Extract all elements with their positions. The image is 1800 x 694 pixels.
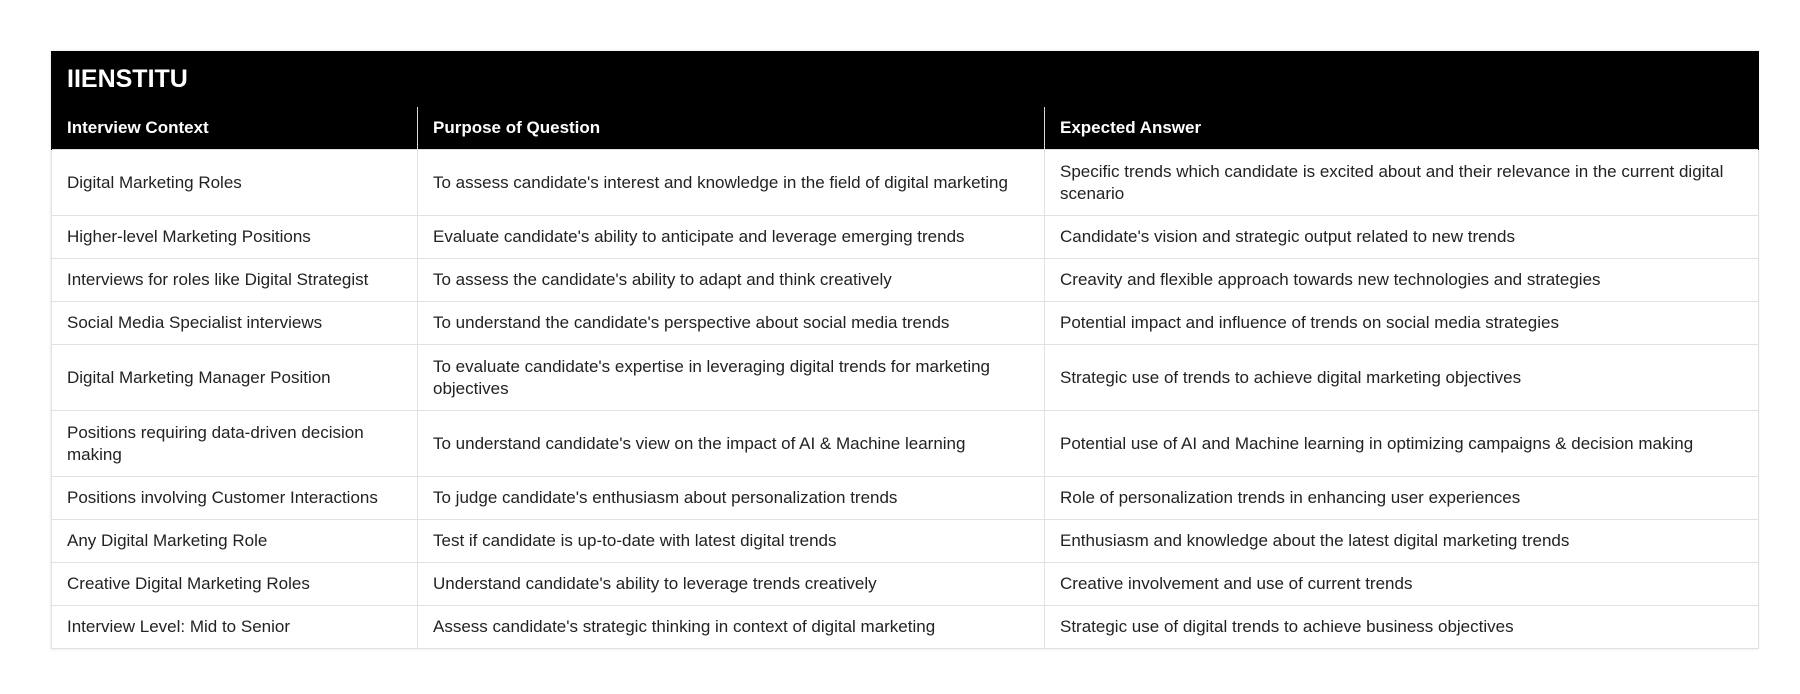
cell-expected-answer: Strategic use of trends to achieve digital marketing objectives <box>1045 345 1759 411</box>
column-header-interview-context: Interview Context <box>52 107 418 150</box>
cell-interview-context: Creative Digital Marketing Roles <box>52 563 418 606</box>
table-row <box>52 477 1759 520</box>
table-row <box>52 520 1759 563</box>
table-row <box>52 606 1759 649</box>
table-row <box>52 345 1759 411</box>
cell-purpose-of-question: To understand candidate's view on the impact of AI & Machine learning <box>418 411 1045 477</box>
cell-expected-answer: Enthusiasm and knowledge about the latest digital marketing trends <box>1045 520 1759 563</box>
cell-expected-answer: Strategic use of digital trends to achieve business objectives <box>1045 606 1759 649</box>
cell-expected-answer: Creavity and flexible approach towards new technologies and strategies <box>1045 259 1759 302</box>
table-row <box>52 216 1759 259</box>
cell-expected-answer: Specific trends which candidate is excited about and their relevance in the current digital scenario <box>1045 150 1759 216</box>
table-title-row <box>52 52 1759 107</box>
table-header-row <box>52 107 1759 150</box>
cell-expected-answer: Potential use of AI and Machine learning in optimizing campaigns & decision making <box>1045 411 1759 477</box>
cell-purpose-of-question: To evaluate candidate's expertise in leveraging digital trends for marketing objectives <box>418 345 1045 411</box>
cell-purpose-of-question: Assess candidate's strategic thinking in context of digital marketing <box>418 606 1045 649</box>
cell-interview-context: Digital Marketing Roles <box>52 150 418 216</box>
cell-expected-answer: Candidate's vision and strategic output related to new trends <box>1045 216 1759 259</box>
cell-expected-answer: Creative involvement and use of current trends <box>1045 563 1759 606</box>
cell-interview-context: Positions involving Customer Interactions <box>52 477 418 520</box>
table-title: IIENSTITU <box>52 52 1759 107</box>
cell-interview-context: Higher-level Marketing Positions <box>52 216 418 259</box>
column-header-purpose-of-question: Purpose of Question <box>418 107 1045 150</box>
cell-expected-answer: Role of personalization trends in enhancing user experiences <box>1045 477 1759 520</box>
cell-interview-context: Social Media Specialist interviews <box>52 302 418 345</box>
cell-purpose-of-question: Evaluate candidate's ability to anticipate and leverage emerging trends <box>418 216 1045 259</box>
interview-questions-table <box>51 51 1759 649</box>
cell-purpose-of-question: Test if candidate is up-to-date with latest digital trends <box>418 520 1045 563</box>
cell-purpose-of-question: To assess the candidate's ability to adapt and think creatively <box>418 259 1045 302</box>
cell-purpose-of-question: To assess candidate's interest and knowledge in the field of digital marketing <box>418 150 1045 216</box>
cell-expected-answer: Potential impact and influence of trends on social media strategies <box>1045 302 1759 345</box>
table-row <box>52 150 1759 216</box>
cell-interview-context: Any Digital Marketing Role <box>52 520 418 563</box>
cell-interview-context: Interview Level: Mid to Senior <box>52 606 418 649</box>
table-row <box>52 259 1759 302</box>
cell-interview-context: Digital Marketing Manager Position <box>52 345 418 411</box>
interview-table-container <box>51 51 1758 649</box>
cell-interview-context: Positions requiring data-driven decision making <box>52 411 418 477</box>
cell-purpose-of-question: To judge candidate's enthusiasm about personalization trends <box>418 477 1045 520</box>
cell-purpose-of-question: To understand the candidate's perspective about social media trends <box>418 302 1045 345</box>
table-row <box>52 411 1759 477</box>
table-row <box>52 302 1759 345</box>
column-header-expected-answer: Expected Answer <box>1045 107 1759 150</box>
table-row <box>52 563 1759 606</box>
cell-purpose-of-question: Understand candidate's ability to leverage trends creatively <box>418 563 1045 606</box>
cell-interview-context: Interviews for roles like Digital Strategist <box>52 259 418 302</box>
